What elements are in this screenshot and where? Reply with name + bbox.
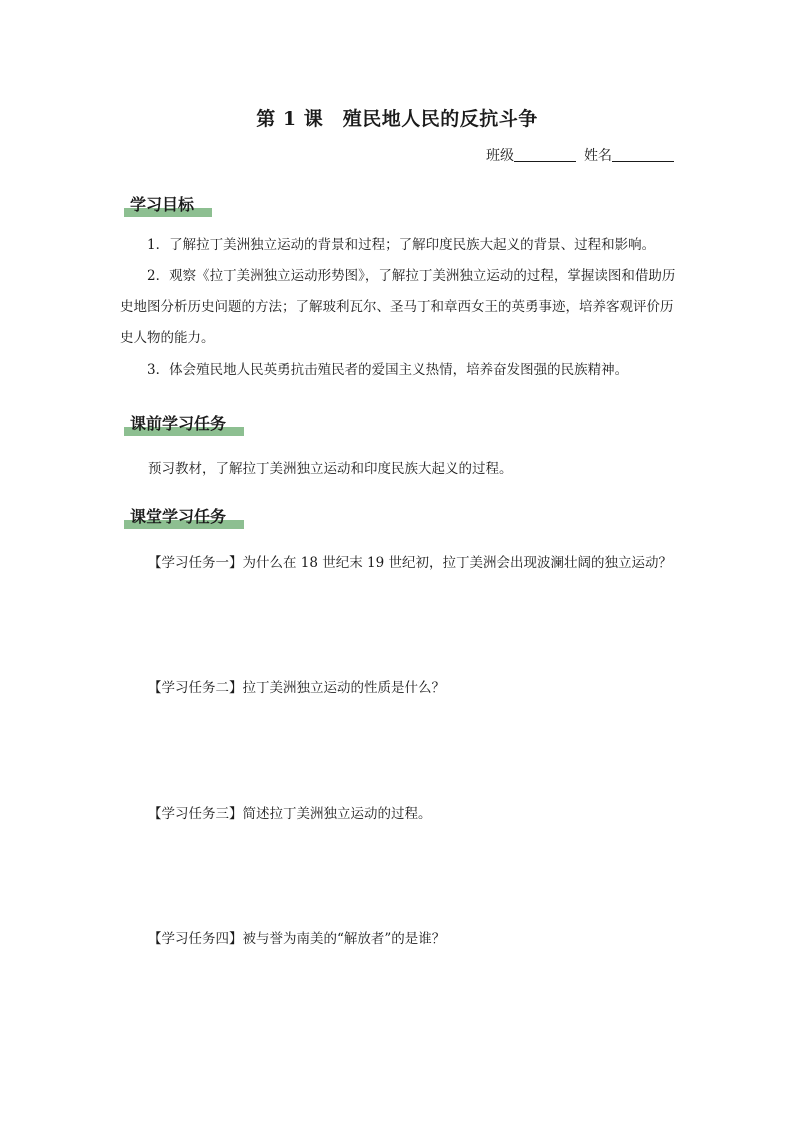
section-objectives xyxy=(124,193,200,217)
section-preview xyxy=(124,412,232,436)
objective-item: 2．观察《拉丁美洲独立运动形势图》，了解拉丁美洲独立运动的过程，掌握读图和借助历史地图分析历史问题的方法；了解玻利瓦尔、圣马丁和章西女王的英勇事迹，培养客观评价历史人物的能力。 xyxy=(120,268,676,346)
task-item: 【学习任务四】被与誉为南美的“解放者”的是谁？ xyxy=(148,931,446,947)
class-name-row xyxy=(486,145,674,165)
class-label: 班级 xyxy=(486,148,514,164)
section-heading: 课前学习任务 xyxy=(130,414,227,433)
task-item: 【学习任务一】为什么在 18 世纪末 19 世纪初，拉丁美洲会出现波澜壮阔的独立运动？ xyxy=(148,555,673,571)
task-item: 【学习任务三】简述拉丁美洲独立运动的过程。 xyxy=(148,806,432,822)
name-label: 姓名 xyxy=(584,148,612,164)
name-blank xyxy=(612,147,674,162)
objective-item: 3．体会殖民地人民英勇抗击殖民者的爱国主义热情，培养奋发图强的民族精神。 xyxy=(147,362,629,378)
objective-item: 1．了解拉丁美洲独立运动的背景和过程；了解印度民族大起义的背景、过程和影响。 xyxy=(147,237,656,253)
preview-text: 预习教材，了解拉丁美洲独立运动和印度民族大起义的过程。 xyxy=(148,461,513,477)
page-title: 第 1 课 殖民地人民的反抗斗争 xyxy=(256,108,538,130)
section-classroom xyxy=(124,505,232,529)
class-blank xyxy=(514,147,576,162)
task-item: 【学习任务二】拉丁美洲独立运动的性质是什么？ xyxy=(148,680,445,696)
section-heading: 课堂学习任务 xyxy=(130,507,227,526)
section-heading: 学习目标 xyxy=(130,195,195,214)
